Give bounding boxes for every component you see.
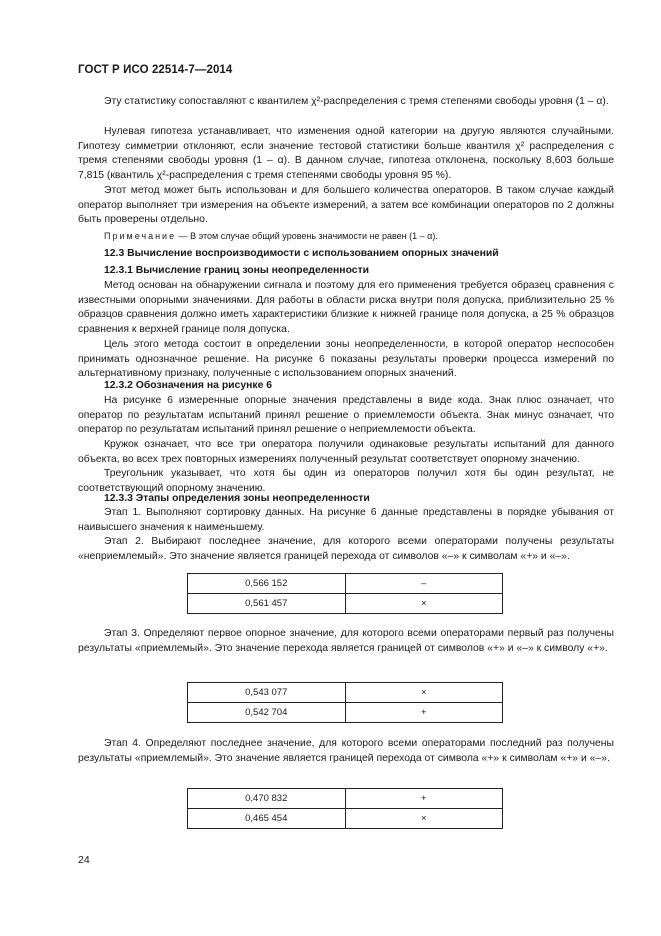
table-row <box>188 703 503 723</box>
table-cell-sign: + <box>345 789 503 809</box>
table-cell-value: 0,566 152 <box>188 574 346 594</box>
document-header: ГОСТ Р ИСО 22514-7—2014 <box>78 64 233 76</box>
note-label: Примечание <box>104 231 177 241</box>
paragraph-circle: Кружок означает, что все три оператора получили одинаковые результаты испытаний для данного объекта, во всех трех повторных измерениях полученный результат соответствует опорному значению. <box>78 439 614 465</box>
heading-12-3-1: 12.3.1 Вычисление границ зоны неопределенности <box>104 265 370 276</box>
table-step-4 <box>187 788 503 829</box>
paragraph-null-hypothesis: Нулевая гипотеза устанавливает, что изменения одной категории на другую являются случайными. Гипотезу симметрии отклоняют, если значение тестовой статистики больше квантиля χ² распределения с тремя степенями свободы уровня (1 – α). В данном случае, гипотеза отклонена, поскольку 8,603 больше 7,815 (квантиль χ²-распределения с тремя степенями свободы уровня 95 %). <box>78 126 614 181</box>
paragraph-step-2: Этап 2. Выбирают последнее значение, для которого всеми операторами получены результаты «неприемлемый». Это значение является границей перехода от символов «–» к символам «+» и «–». <box>78 536 614 562</box>
table-row <box>188 789 503 809</box>
paragraph-chi-square: Эту статистику сопоставляют с квантилем χ²-распределения с тремя степенями свободы уровня (1 – α). <box>104 96 609 107</box>
table-row <box>188 574 503 594</box>
table-row <box>188 594 503 614</box>
paragraph-code-legend: На рисунке 6 измеренные опорные значения представлены в виде кода. Знак плюс означает, что оператор по результатам испытаний принял решение о приемлемости объекта. Знак минус означает, что оператор по результатам испытаний принял решение о неприемлемости объекта. <box>78 395 614 436</box>
table-cell-value: 0,561 457 <box>188 594 346 614</box>
table-cell-sign: × <box>345 594 503 614</box>
note-text: — В этом случае общий уровень значимости не равен (1 – α). <box>178 231 438 241</box>
table-row <box>188 809 503 829</box>
table-step-3 <box>187 682 503 723</box>
paragraph-method-basis: Метод основан на обнаружении сигнала и поэтому для его применения требуется образец сравнения с известными опорными значениями. Для работы в области риска внутри поля допуска, приблизительно 25 % образцов сравнения должно иметь характеристики близкие к нижней границе поля допуска, а 25 % образцов сравнения к верхней границе поля допуска. <box>78 280 614 335</box>
paragraph-method-goal: Цель этого метода состоит в определении зоны неопределенности, в которой оператор неспособен принимать однозначное решение. На рисунке 6 показаны результаты проверки процесса измерений по альтернативному признаку, полученные с использованием опорных значений. <box>78 339 614 380</box>
paragraph-step-1: Этап 1. Выполняют сортировку данных. На рисунке 6 данные представлены в порядке убывания от наивысшего значения к наименьшему. <box>78 507 614 533</box>
table-cell-value: 0,543 077 <box>188 683 346 703</box>
paragraph-more-operators: Этот метод может быть использован и для большего количества операторов. В таком случае каждый оператор выполняет три измерения на объекте измерений, а затем все комбинации операторов по 2 должны быть проверены отдельно. <box>78 185 614 226</box>
table-cell-value: 0,470 832 <box>188 789 346 809</box>
page-number: 24 <box>78 854 90 866</box>
paragraph-step-3: Этап 3. Определяют первое опорное значение, для которого всеми операторами первый раз получены результаты «приемлемый». Это значение перехода является границей от символов «+» и «–» к символу «+». <box>78 628 614 654</box>
table-row <box>188 683 503 703</box>
table-step-2 <box>187 573 503 614</box>
heading-12-3-2: 12.3.2 Обозначения на рисунке 6 <box>104 380 273 391</box>
paragraph-step-4: Этап 4. Определяют последнее значение, для которого всеми операторами последний раз получены результаты «приемлемый». Это значение является границей перехода от символа «+» к символам «+» и «–». <box>78 738 614 764</box>
table-cell-sign: + <box>345 703 503 723</box>
heading-12-3-3: 12.3.3 Этапы определения зоны неопределенности <box>104 493 370 504</box>
paragraph-triangle: Треугольник указывает, что хотя бы один из операторов получил хотя бы один результат, не соответствующий опорному значению. <box>78 468 614 494</box>
table-cell-sign: – <box>345 574 503 594</box>
table-cell-sign: × <box>345 809 503 829</box>
table-cell-value: 0,542 704 <box>188 703 346 723</box>
table-cell-value: 0,465 454 <box>188 809 346 829</box>
note <box>78 230 614 242</box>
heading-12-3: 12.3 Вычисление воспроизводимости с использованием опорных значений <box>104 248 499 259</box>
table-cell-sign: × <box>345 683 503 703</box>
